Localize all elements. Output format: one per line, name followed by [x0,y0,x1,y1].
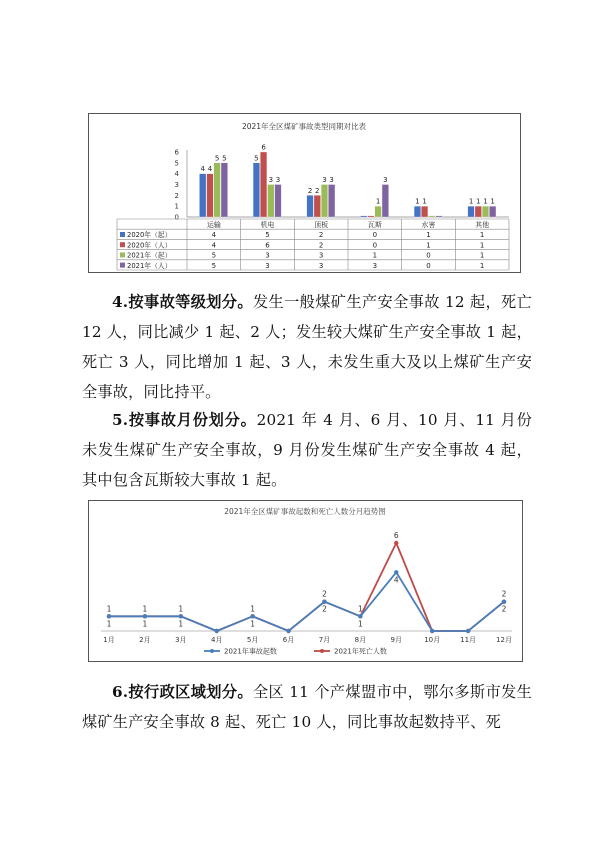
data-label: 1 [106,619,112,629]
data-point [107,614,111,618]
x-tick-label: 瓦斯 [367,221,382,229]
bar-value-label: 1 [468,197,474,206]
y-tick-label: 2 [174,191,179,200]
bar-value-label: 3 [275,176,281,184]
table-cell: 3 [265,251,270,260]
table-cell: 1 [479,241,485,250]
bar [375,206,382,217]
bar-value-label: 3 [268,176,274,184]
bar [260,152,267,217]
paragraph-by-month [82,405,532,495]
y-tick-label: 3 [174,181,179,189]
bar-value-label: 2 [315,186,320,195]
legend-swatch [120,232,125,237]
data-label: 1 [142,604,148,614]
data-label: 1 [250,619,256,629]
bar [321,185,328,218]
x-tick-label: 7月 [318,636,331,644]
table-cell: 5 [211,251,217,260]
paragraph-by-level [82,287,532,407]
x-tick-label: 其他 [475,221,490,229]
legend-marker [210,649,214,653]
table-cell: 5 [265,231,270,240]
chart-title: 2021年全区煤矿事故起数和死亡人数分月趋势图 [224,507,386,516]
data-point [250,614,254,618]
bar [207,174,214,217]
x-tick-label: 3月 [175,636,187,644]
table-cell: 2 [318,231,324,240]
table-cell: 1 [479,261,485,270]
table-cell: 1 [426,241,431,250]
table-cell: 6 [265,241,270,250]
bar [429,216,436,217]
data-label: 2 [501,589,507,599]
x-tick-label: 机电 [260,221,275,229]
table-cell: 5 [211,261,217,270]
bar-value-label: 5 [254,154,259,163]
paragraph-by-region [82,677,532,737]
bar-value-label: 1 [422,197,427,206]
x-tick-label: 6月 [282,636,295,644]
data-label: 1 [142,619,148,629]
data-point [502,599,506,603]
bar-value-label: 2 [307,186,313,195]
paragraph-body: 2021 年 4 月、6 月、10 月、11 月份未发生煤矿生产安全事故，9 月份发生煤矿生产安全事故 4 起，其中包含瓦斯较大事故 1 起。 [82,411,533,489]
data-label: 1 [357,619,363,629]
table-cell: 0 [426,261,431,270]
bar-value-label: 3 [329,176,334,184]
bar [221,163,228,217]
data-point [179,614,183,618]
bar [368,216,375,217]
legend-label: 2020年（人） [127,241,172,250]
bar-value-label: 1 [483,197,488,206]
data-point [394,541,398,545]
bar [275,185,282,218]
legend-label: 2021年（起） [127,251,172,260]
data-label: 4 [393,575,399,585]
table-cell: 3 [318,251,324,260]
data-label: 1 [106,604,112,614]
series-line [106,572,504,631]
monthly-trend-chart-svg [89,501,522,661]
bar-value-label: 5 [222,154,227,163]
x-tick-label: 12月 [496,636,512,644]
x-tick-label: 2月 [139,636,151,644]
x-tick-label: 运输 [206,221,221,229]
y-tick-label: 4 [174,170,179,179]
paragraph-heading: 6.按行政区域划分。 [112,683,253,701]
bar [468,206,475,217]
table-cell: 1 [372,251,378,260]
table-cell: 2 [318,241,324,250]
x-tick-label: 5月 [246,636,259,644]
data-point [322,599,326,603]
legend-label: 2021年（人） [127,261,172,270]
bar [482,206,489,217]
paragraph-body: 发生一般煤矿生产安全事故 12 起，死亡 12 人，同比减少 1 起、2 人；发生较大煤矿生产安全事故 1 起，死亡 3 人，同比增加 1 起、3 人，未发生重大及以上煤矿生产安全事故，同比持平。 [82,293,532,401]
legend-swatch [120,252,125,257]
bar [268,185,275,218]
y-tick-label: 6 [174,148,179,157]
data-label: 2 [501,604,507,614]
data-label: 2 [322,589,327,599]
data-point [215,629,219,633]
paragraph-heading: 5.按事故月份划分。 [112,411,257,429]
data-label: 1 [178,619,184,629]
legend-label: 2021年死亡人数 [334,647,387,656]
bar [214,163,221,217]
bar-value-label: 1 [490,197,495,206]
bar-value-label: 6 [261,143,266,152]
bar [199,174,206,217]
data-label: 1 [178,604,184,614]
data-label: 6 [393,531,399,540]
data-point [143,614,147,618]
x-tick-label: 11月 [460,636,477,644]
bar-value-label: 1 [415,197,420,206]
data-point [466,629,470,633]
accident-type-chart [88,113,521,273]
data-point [430,629,434,633]
bar-value-label: 3 [383,176,388,184]
table-cell: 4 [211,231,217,240]
bar [382,185,389,218]
x-tick-label: 水害 [421,221,436,229]
paragraph-heading: 4.按事故等级划分。 [112,293,253,311]
bar [328,185,335,218]
data-label: 2 [322,604,327,614]
y-tick-label: 0 [174,213,179,222]
data-point [358,614,362,618]
data-label: 1 [250,604,256,614]
bar-value-label: 5 [214,154,220,163]
data-label: 1 [357,604,363,614]
table-cell: 1 [426,231,431,240]
x-tick-label: 10月 [424,636,441,644]
bar [360,216,367,217]
table-cell: 4 [211,241,217,250]
paragraph-body: 全区 11 个产煤盟市中，鄂尔多斯市发生煤矿生产安全事故 8 起、死亡 10 人，同比事故起数持平、死 [82,683,532,731]
table-cell: 1 [479,231,485,240]
bar-value-label: 1 [476,197,481,206]
table-cell: 3 [265,261,270,270]
chart-title: 2021年全区煤矿事故类型同期对比表 [241,122,367,131]
bar [414,206,421,217]
y-tick-label: 5 [174,159,179,168]
bar [475,206,482,217]
x-tick-label: 4月 [210,636,223,644]
x-tick-label: 8月 [354,636,367,644]
series-line [106,543,504,631]
bar-value-label: 1 [375,197,381,206]
legend-label: 2021年事故起数 [224,647,277,656]
x-tick-label: 9月 [390,636,403,644]
x-tick-label: 顶板 [314,221,329,229]
bar [314,195,321,217]
legend-swatch [120,263,125,268]
bar [307,195,314,217]
legend-marker [320,649,324,653]
x-tick-label: 1月 [103,636,115,644]
table-cell: 3 [318,261,324,270]
data-point [394,570,398,574]
accident-type-chart-svg [89,114,520,272]
monthly-trend-chart [88,500,523,662]
table-cell: 0 [372,231,378,240]
y-tick-label: 1 [174,202,179,211]
bar [421,206,428,217]
bar-value-label: 4 [200,165,205,174]
table-cell: 3 [372,261,378,270]
bar [436,216,443,217]
table-cell: 0 [426,251,431,260]
bar [489,206,496,217]
data-point [286,629,290,633]
table-cell: 1 [479,251,485,260]
legend-swatch [120,242,125,247]
legend-label: 2020年（起） [127,231,172,240]
bar-value-label: 4 [207,165,213,174]
bar [253,163,260,217]
table-cell: 0 [372,241,378,250]
bar-value-label: 3 [322,176,327,184]
